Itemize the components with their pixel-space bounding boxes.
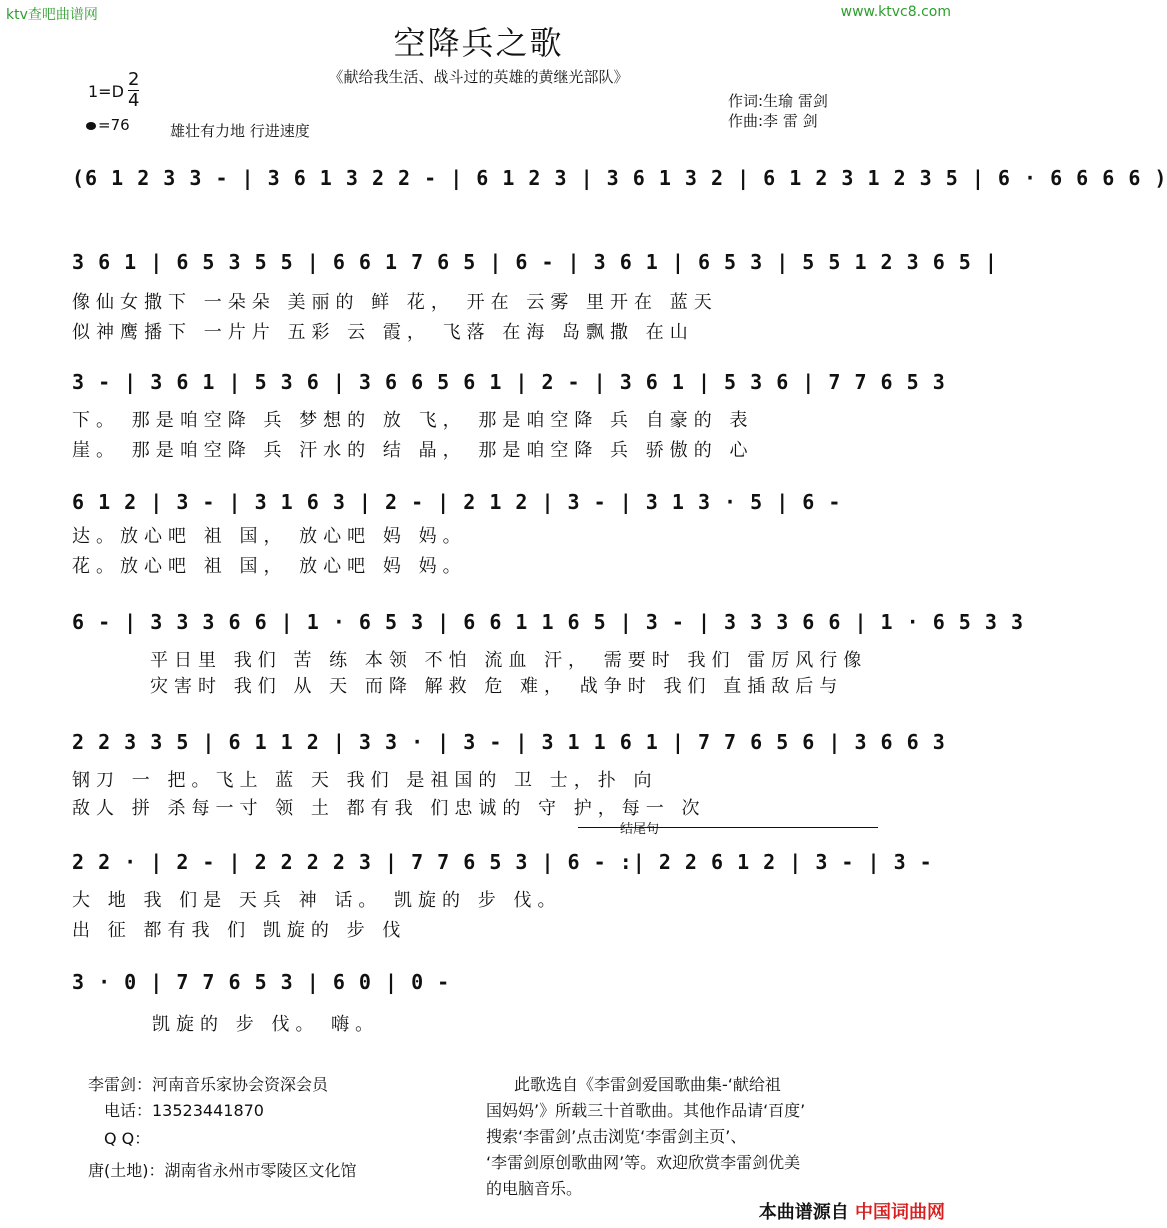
source-credit [759,1198,945,1224]
footer-note-line: ‘李雷剑原创歌曲网’等。欢迎欣赏李雷剑优美 [486,1153,801,1172]
score-line-2-notes: 3 - | 3 6 1 | 5 3 6 | 3 6 6 5 6 1 | 2 - | 3 6 1 | 5 3 6 | 7 7 6 5 3 [72,370,946,394]
source-prefix: 本曲谱源自 [758,1202,849,1223]
tempo-marking [86,116,130,134]
score-line-5-lyric-1: 钢刀 一 把。飞上 蓝 天 我们 是祖国的 卫 士，扑 向 [72,770,658,791]
lyricist-credit: 作词:生瑜 雷剑 [728,92,828,110]
song-subtitle: 《献给我生活、战斗过的英雄的黄继光部队》 [328,68,629,86]
composer-credit: 作曲:李 雷 剑 [728,112,818,130]
footer-phone: 电话：13523441870 [104,1101,264,1120]
tempo-value: =76 [98,116,130,134]
footer-address: 唐(土地)：湖南省永州市零陵区文化馆 [88,1161,357,1180]
score-line-5-lyric-2: 敌人 拼 杀每一寸 领 土 都有我 们忠诚的 守 护，每一 次 [72,798,706,819]
watermark-right: www.ktvc8.com [840,4,951,20]
ending-label: 结尾句 [620,822,660,837]
score-line-4-lyric-1: 平日里 我们 苦 练 本领 不怕 流血 汗， 需要时 我们 雷厉风行像 [150,650,868,671]
expression-marking: 雄壮有力地 行进速度 [170,122,310,140]
footer-note [486,1072,805,1202]
time-signature [128,70,139,111]
watermark-left: ktv查吧曲谱网 [6,7,98,23]
score-line-2-lyric-2: 崖。 那是咱空降 兵 汗水的 结 晶， 那是咱空降 兵 骄傲的 心 [72,440,754,461]
footer-qq: Q Q： [104,1129,151,1148]
score-line-5-notes: 2 2 3 3 5 | 6 1 1 2 | 3 3 · | 3 - | 3 1 1 6 1 | 7 7 6 5 6 | 3 6 6 3 [72,730,946,754]
footer-note-line: 国妈妈’》所载三十首歌曲。其他作品请‘百度’ [486,1101,806,1120]
time-signature-bottom: 4 [128,90,140,111]
score-line-6-notes: 2 2 · | 2 - | 2 2 2 2 3 | 7 7 6 5 3 | 6 - :| 2 2 6 1 2 | 3 - | 3 - [72,850,933,874]
score-line-2-lyric-1: 下。 那是咱空降 兵 梦想的 放 飞， 那是咱空降 兵 自豪的 表 [72,410,754,431]
song-title: 空降兵之歌 [393,24,564,62]
footer-note-line: 搜索‘李雷剑’点击浏览‘李雷剑主页’、 [486,1127,747,1146]
footer-note-line: 的电脑音乐。 [486,1179,583,1198]
footer-note-line: 此歌选自《李雷剑爱国歌曲集-‘献给祖 [514,1075,781,1094]
quarter-note-icon [86,122,96,130]
score-line-1-lyric-1: 像仙女撒下 一朵朵 美丽的 鲜 花， 开在 云雾 里开在 蓝天 [72,292,718,313]
score-intro: (6 1 2 3 3 - | 3 6 1 3 2 2 - | 6 1 2 3 | 3 6 1 3 2 | 6 1 2 3 1 2 3 5 | 6 · 6 6 6 6 ) [72,166,1167,190]
source-site-link[interactable]: 中国词曲网 [855,1202,945,1223]
score-line-4-notes: 6 - | 3 3 3 6 6 | 1 · 6 5 3 | 6 6 1 1 6 5 | 3 - | 3 3 3 6 6 | 1 · 6 5 3 3 [72,610,1024,634]
score-line-1-lyric-2: 似神鹰播下 一片片 五彩 云 霞， 飞落 在海 岛飘撒 在山 [72,322,694,343]
score-line-3-lyric-2: 花。放心吧 祖 国， 放心吧 妈 妈。 [72,556,467,577]
footer-author: 李雷剑：河南音乐家协会资深会员 [88,1075,329,1094]
key-signature: 1=D [88,82,124,101]
score-line-1-notes: 3 6 1 | 6 5 3 5 5 | 6 6 1 7 6 5 | 6 - | 3 6 1 | 6 5 3 | 5 5 1 2 3 6 5 | [72,250,998,274]
score-line-3-lyric-1: 达。放心吧 祖 国， 放心吧 妈 妈。 [72,526,467,547]
score-line-6-lyric-1: 大 地 我 们是 天兵 神 话。 凯旋的 步 伐。 [72,890,562,911]
score-line-7-notes: 3 · 0 | 7 7 6 5 3 | 6 0 | 0 - [72,970,451,994]
score-line-4-lyric-2: 灾害时 我们 从 天 而降 解救 危 难， 战争时 我们 直插敌后与 [150,676,844,697]
score-line-7-lyric: 凯旋的 步 伐。 嗨。 [152,1014,380,1035]
time-signature-top: 2 [128,69,140,90]
score-line-3-notes: 6 1 2 | 3 - | 3 1 6 3 | 2 - | 2 1 2 | 3 - | 3 1 3 · 5 | 6 - [72,490,842,514]
score-line-6-lyric-2: 出 征 都有我 们 凯旋的 步 伐 [72,920,407,941]
